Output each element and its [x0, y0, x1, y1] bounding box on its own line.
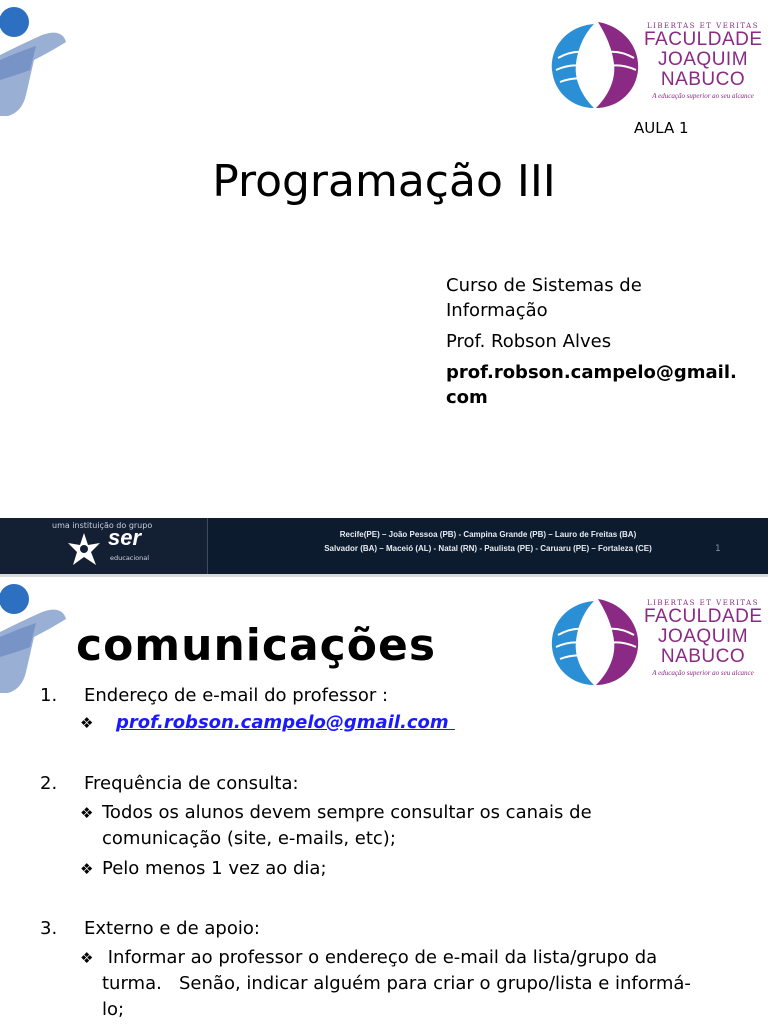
list-item	[40, 683, 740, 709]
slide-title: Programação III	[212, 156, 556, 207]
logo-line3: NABUCO	[660, 646, 746, 667]
sub-item-text: Informar ao professor o endereço de e-mail da lista/grupo da turma. Senão, indicar alguém para criar o grupo/lista e informá-lo;	[102, 947, 691, 1020]
faculdade-logo	[546, 18, 761, 113]
content-slide	[0, 577, 768, 1024]
diamond-bullet-icon: ❖	[80, 949, 94, 967]
footer-grupo-text: uma instituição do grupo	[52, 521, 153, 530]
diamond-bullet-icon: ❖	[80, 804, 94, 822]
diamond-bullet-icon: ❖	[80, 860, 94, 878]
diamond-bullet-icon: ❖	[80, 714, 94, 732]
ser-logo	[66, 525, 186, 571]
logo-tagline: A educação superior ao seu alcance	[652, 92, 754, 100]
sub-item	[80, 800, 700, 854]
course-info	[446, 273, 746, 416]
hands-logo-icon	[546, 18, 646, 113]
sub-item-text: Pelo menos 1 vez ao dia;	[102, 858, 327, 879]
item-label: Frequência de consulta:	[84, 773, 299, 794]
logo-line1: FACULDADE	[644, 606, 763, 627]
logo-line3: NABUCO	[660, 69, 746, 90]
item-label: Endereço de e-mail do professor :	[84, 685, 389, 706]
list-item	[40, 771, 740, 797]
hands-logo-icon	[546, 595, 646, 690]
logo-motto: LIBERTAS ET VERITAS	[646, 22, 760, 30]
logo-line2: JOAQUIM	[657, 49, 749, 70]
slide-title: comunicações	[76, 620, 437, 671]
star-person-icon	[66, 531, 106, 571]
figure-decoration-icon	[0, 0, 70, 120]
logo-line2: JOAQUIM	[657, 626, 749, 647]
footer-bar	[0, 518, 768, 574]
ser-brand-sub: educacional	[110, 554, 150, 562]
figure-decoration-icon	[0, 577, 70, 697]
logo-motto: LIBERTAS ET VERITAS	[646, 599, 760, 607]
page-number: 1	[715, 544, 721, 554]
logo-line1: FACULDADE	[644, 29, 763, 50]
item-number: 3.	[40, 918, 58, 939]
sub-item-text: Todos os alunos devem sempre consultar os canais de comunicação (site, e-mails, etc);	[102, 802, 592, 849]
cities-line-1: Recife(PE) – João Pessoa (PB) - Campina Grande (PB) – Lauro de Freitas (BA)	[339, 530, 637, 539]
course-name: Curso de Sistemas de Informação	[446, 275, 642, 321]
aula-label: AULA 1	[634, 119, 689, 137]
list-item	[40, 916, 740, 942]
cities-line-2: Salvador (BA) – Maceió (AL) - Natal (RN) - Paulista (PE) - Caruaru (PE) – Fortaleza (CE)	[324, 544, 652, 553]
item-number: 2.	[40, 773, 58, 794]
professor-email: prof.robson.campelo@gmail.com	[446, 362, 737, 408]
sub-item	[80, 945, 710, 1024]
sub-item	[80, 856, 700, 882]
item-label: Externo e de apoio:	[84, 918, 260, 939]
footer-cities	[208, 528, 768, 556]
footer-brand-area	[0, 518, 208, 574]
logo-tagline: A educação superior ao seu alcance	[652, 669, 754, 677]
professor-name: Prof. Robson Alves	[446, 331, 612, 352]
ser-brand: ser	[108, 525, 142, 550]
sub-item	[80, 710, 740, 736]
item-number: 1.	[40, 685, 58, 706]
faculdade-logo	[546, 595, 761, 690]
email-link[interactable]: prof.robson.campelo@gmail.com	[116, 712, 455, 733]
